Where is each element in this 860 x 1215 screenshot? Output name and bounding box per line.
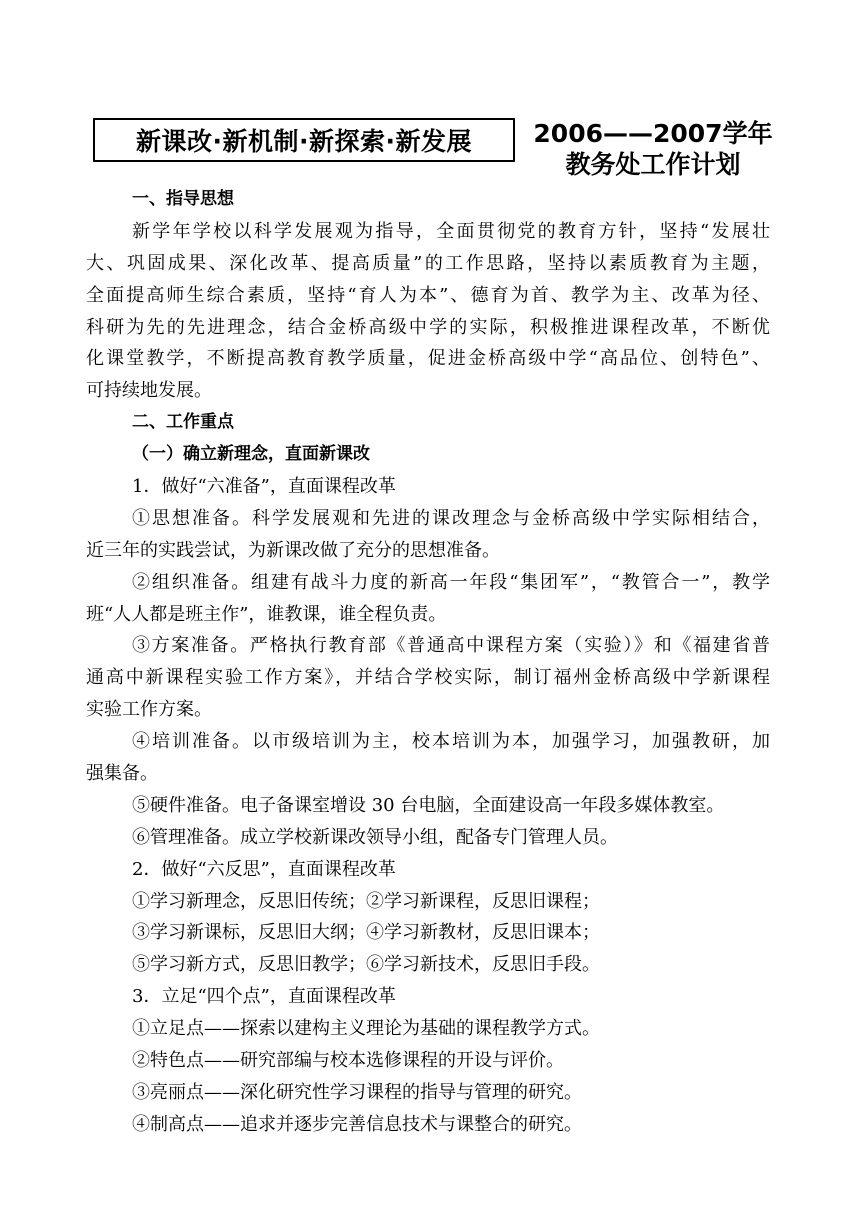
paragraph-line: ②特色点——研究部编与校本选修课程的开设与评价。 xyxy=(132,1050,564,1072)
paragraph-line: 可持续地发展。 xyxy=(86,380,212,402)
paragraph-line: 大、巩固成果、深化改革、提高质量”的工作思路，坚持以素质教育为主题， xyxy=(86,252,770,274)
document-title xyxy=(533,118,773,180)
paragraph-line: ②组织准备。组建有战斗力度的新高一年段“集团军”，“教管合一”，教学 xyxy=(132,571,770,593)
paragraph-line: 全面提高师生综合素质，坚持“育人为本”、德育为首、教学为主、改革为径、 xyxy=(86,284,770,306)
paragraph-line: ①思想准备。科学发展观和先进的课改理念与金桥高级中学实际相结合， xyxy=(132,507,770,529)
paragraph-line: 科研为先的先进理念，结合金桥高级中学的实际，积极推进课程改革，不断优 xyxy=(86,316,770,338)
paragraph-line: ⑤硬件准备。电子备课室增设 30 台电脑，全面建设高一年段多媒体教室。 xyxy=(132,794,725,816)
slogan-banner: 新课改·新机制·新探索·新发展 xyxy=(93,118,515,162)
paragraph-line: 强集备。 xyxy=(86,763,158,785)
paragraph-line: ④培训准备。以市级培训为主，校本培训为本，加强学习，加强教研，加 xyxy=(132,731,770,753)
title-name: 教务处工作计划 xyxy=(565,150,741,179)
paragraph-line: ③方案准备。严格执行教育部《普通高中课程方案（实验）》和《福建省普 xyxy=(132,635,770,657)
paragraph-line: ③学习新课标，反思旧大纲；④学习新教材，反思旧课本； xyxy=(132,922,600,944)
document-body xyxy=(86,184,770,1141)
paragraph-line: 班“人人都是班主作”，谁教课，谁全程负责。 xyxy=(86,603,447,625)
paragraph-line: 通高中新课程实验工作方案》，并结合学校实际，制订福州金桥高级中学新课程 xyxy=(86,667,770,689)
paragraph-line: 化课堂教学，不断提高教育教学质量，促进金桥高级中学“高品位、创特色”、 xyxy=(86,348,770,370)
paragraph-line: 新学年学校以科学发展观为指导，全面贯彻党的教育方针，坚持“发展壮 xyxy=(132,220,770,242)
paragraph-line: ③亮丽点——深化研究性学习课程的指导与管理的研究。 xyxy=(132,1081,582,1103)
paragraph-line: 3．立足“四个点”，直面课程改革 xyxy=(132,986,396,1008)
paragraph-line: ④制高点——追求并逐步完善信息技术与课整合的研究。 xyxy=(132,1113,582,1135)
paragraph-line: 1．做好“六准备”，直面课程改革 xyxy=(132,476,396,498)
paragraph-line: 近三年的实践尝试，为新课改做了充分的思想准备。 xyxy=(86,539,500,561)
section-heading: 一、指导思想 xyxy=(132,189,234,209)
paragraph-line: 2．做好“六反思”，直面课程改革 xyxy=(132,858,396,880)
paragraph-line: ⑤学习新方式，反思旧教学；⑥学习新技术，反思旧手段。 xyxy=(132,954,600,976)
paragraph-line: ①立足点——探索以建构主义理论为基础的课程教学方式。 xyxy=(132,1018,600,1040)
paragraph-line: ⑥管理准备。成立学校新课改领导小组，配备专门管理人员。 xyxy=(132,826,618,848)
paragraph-line: ①学习新理念，反思旧传统；②学习新课程，反思旧课程； xyxy=(132,890,600,912)
section-heading: 二、工作重点 xyxy=(132,412,234,433)
paragraph-line: 实验工作方案。 xyxy=(86,699,212,721)
title-year: 2006——2007学年 xyxy=(533,119,773,148)
section-heading: （一）确立新理念，直面新课改 xyxy=(132,444,370,465)
